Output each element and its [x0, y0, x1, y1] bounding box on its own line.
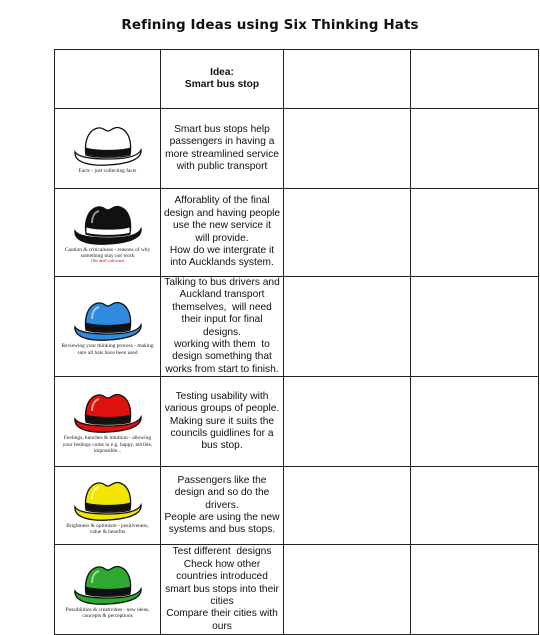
idea-text-line: drivers. [205, 499, 239, 511]
blank-cell [411, 467, 539, 545]
blank-cell [284, 109, 411, 189]
idea-text-line: ours [212, 620, 232, 632]
idea-text-cell [161, 109, 284, 189]
idea-text-line: How do we intergrate it [169, 244, 275, 256]
idea-text-line: Compare their cities with [166, 608, 278, 620]
idea-text-line: Smart bus stops help [174, 123, 270, 135]
blank-cell [411, 109, 539, 189]
idea-text-line: passengers in having a [169, 136, 275, 148]
hat-cell [55, 377, 161, 467]
idea-text-line: will provide. [195, 232, 249, 244]
idea-text-line: Check how other [183, 558, 261, 570]
hat-icon [72, 389, 144, 435]
hat-caption: Brightness & optimism - positiveness, value & benefits [66, 522, 149, 535]
blank-cell [284, 545, 411, 635]
header-blank-cell [284, 50, 411, 109]
idea-text-line: works from start to finish. [165, 363, 279, 375]
blank-cell [284, 277, 411, 377]
idea-text-line: Testing usability with [175, 390, 269, 402]
idea-text-line: Afforablity of the final [174, 195, 270, 207]
header-blank-cell [411, 50, 539, 109]
hat-caption: Facts - just collecting facts [78, 168, 137, 175]
idea-text-line: bus stop. [201, 440, 243, 452]
idea-text-cell [161, 467, 284, 545]
blank-cell [411, 277, 539, 377]
idea-text-line: with public transport [176, 160, 268, 172]
hat-cell [55, 109, 161, 189]
blank-cell [284, 377, 411, 467]
idea-text-line: use the new service it [173, 220, 271, 232]
idea-text-line: their input for final [181, 314, 263, 326]
hat-cell [55, 467, 161, 545]
header-row [55, 50, 539, 109]
hat-caption: Feelings, hunches & intuition - allowing your feelings come in e.g. happy, terrible, impossible... [62, 435, 153, 454]
hat-icon [72, 297, 144, 343]
hat-caption-sub: (The devil's advocate) [90, 259, 125, 264]
blank-cell [411, 545, 539, 635]
idea-text-line: into Aucklands system. [170, 257, 274, 269]
idea-text-line: designs. [203, 326, 241, 338]
hat-caption: Caution & criticalness - reasons of why something may not work [64, 246, 151, 259]
idea-label: Idea: [210, 66, 234, 78]
hat-row [55, 467, 539, 545]
six-hats-table [54, 49, 539, 635]
blank-cell [411, 189, 539, 277]
idea-text-line: design and so do the [174, 487, 270, 499]
hat-icon [72, 561, 144, 607]
idea-text-line: Passengers like the [177, 474, 267, 486]
idea-text-cell [161, 189, 284, 277]
hat-row [55, 277, 539, 377]
hat-cell [55, 189, 161, 277]
hat-row [55, 377, 539, 467]
idea-text-line: systems and bus stops. [168, 524, 276, 536]
blank-cell [284, 467, 411, 545]
hat-row [55, 189, 539, 277]
idea-text-line: working with them to [174, 339, 270, 351]
header-blank-cell [55, 50, 161, 109]
page-title: Refining Ideas using Six Thinking Hats [121, 17, 419, 33]
idea-text-line: design and having people [163, 207, 281, 219]
hat-caption: Possibilities & creativities - new ideas, concepts & perceptions [65, 606, 150, 619]
idea-header-cell [161, 50, 284, 109]
hat-cell [55, 545, 161, 635]
idea-text-line: countries introduced [176, 571, 268, 583]
idea-text-line: various groups of people. [164, 403, 280, 415]
hat-caption: Reviewing your thinking process - making sure all hats have been used [61, 343, 154, 356]
hat-icon [72, 122, 144, 168]
hat-cell [55, 277, 161, 377]
idea-text-line: smart bus stops into their [165, 583, 279, 595]
blank-cell [411, 377, 539, 467]
hat-icon [72, 477, 144, 523]
hat-icon [72, 201, 144, 247]
idea-text-line: Auckland transport [179, 289, 265, 301]
idea-text-line: cities [210, 595, 234, 607]
idea-text-cell [161, 545, 284, 635]
hat-row [55, 545, 539, 635]
idea-name: Smart bus stop [184, 79, 260, 90]
idea-text-line: design something that [172, 351, 272, 363]
idea-text-cell [161, 377, 284, 467]
idea-text-cell [161, 277, 284, 377]
idea-text-line: Talking to bus drivers and [164, 277, 280, 288]
idea-text-line: councils guidlines for a [170, 427, 274, 439]
idea-text-line: more streamlined service [165, 148, 279, 160]
idea-text-line: Test different designs [172, 546, 272, 558]
blank-cell [284, 189, 411, 277]
idea-text-line: Making sure it suits the [169, 415, 275, 427]
idea-text-line: themselves, will need [172, 301, 272, 313]
idea-text-line: People are using the new [164, 511, 280, 523]
hat-row [55, 109, 539, 189]
